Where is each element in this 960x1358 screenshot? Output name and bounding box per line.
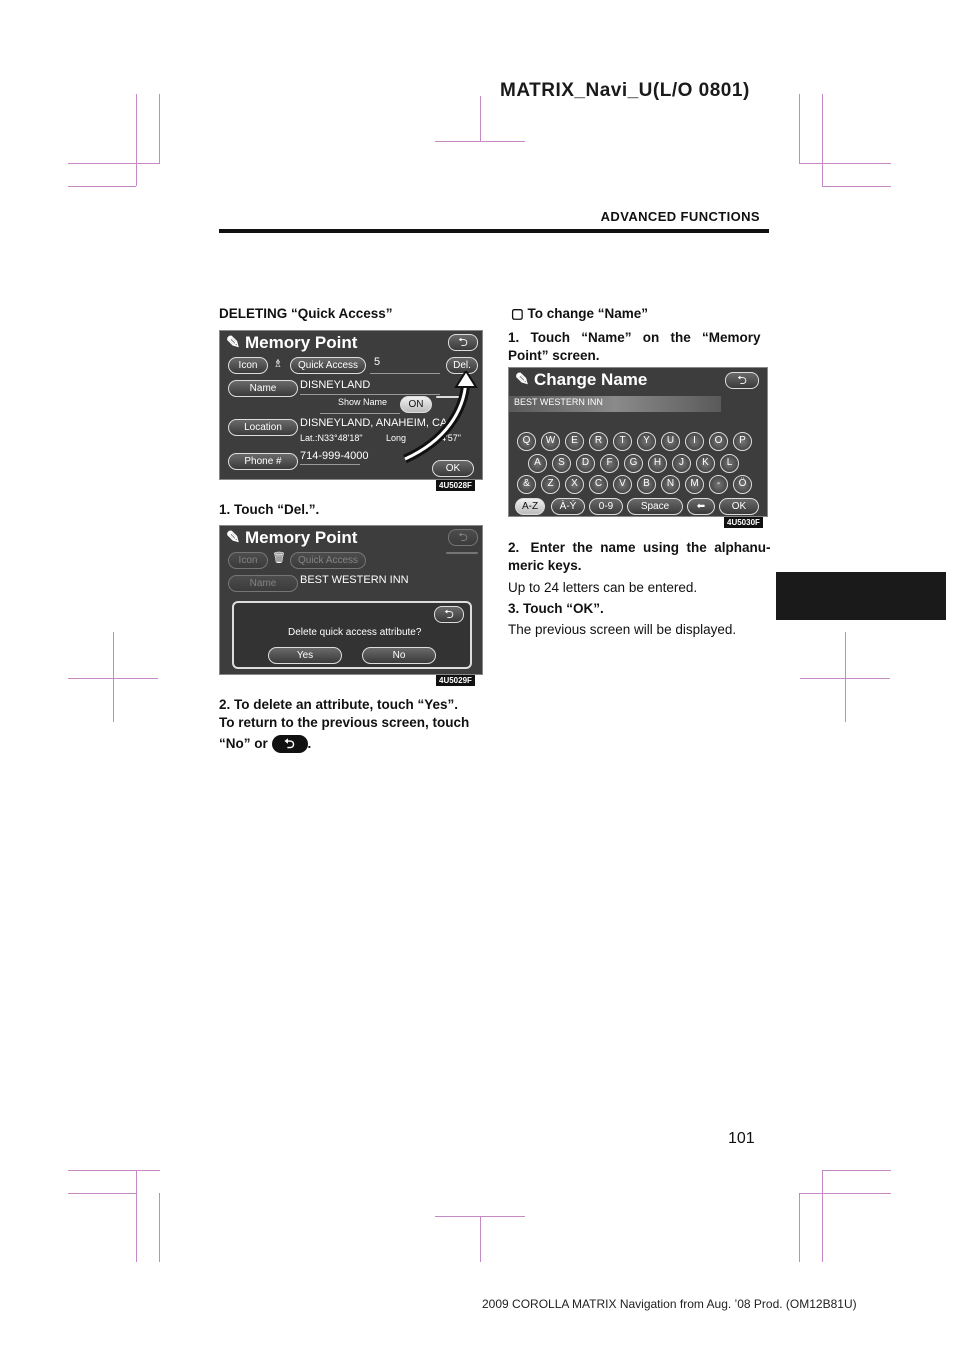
no-button[interactable]: No xyxy=(362,647,436,664)
key-2[interactable]: S xyxy=(552,454,571,473)
key-8[interactable]: K xyxy=(696,454,715,473)
quick-access-button[interactable]: Quick Access xyxy=(290,357,366,374)
return-button[interactable] xyxy=(448,334,478,351)
location-button[interactable]: Location xyxy=(228,419,298,436)
right-step-2-line-2: meric keys. xyxy=(508,558,582,573)
background-icon-button: Icon xyxy=(228,552,268,569)
del-button[interactable]: Del. xyxy=(446,357,478,374)
space-button[interactable]: Space xyxy=(627,498,683,515)
delete-dialog xyxy=(232,601,472,669)
section-rule xyxy=(219,229,769,233)
step-2-line-1: 2. To delete an attribute, touch “Yes”. xyxy=(219,697,459,712)
right-note-2: The previous screen will be displayed. xyxy=(508,622,737,637)
background-quick-access-button: Quick Access xyxy=(290,552,366,569)
chapter-tab xyxy=(776,572,946,620)
key-4[interactable]: R xyxy=(589,432,608,451)
pencil-icon: ✎ xyxy=(515,370,530,389)
key-1[interactable]: A xyxy=(528,454,547,473)
key-5[interactable]: G xyxy=(624,454,643,473)
pointer-arrow-icon xyxy=(370,371,480,467)
return-arrow-icon: ⮌ xyxy=(737,373,747,387)
background-name-value: BEST WESTERN INN xyxy=(300,574,409,586)
step-1-touch-del: 1. Touch “Del.”. xyxy=(219,502,320,517)
location-value: DISNEYLAND, ANAHEIM, CA xyxy=(300,417,448,429)
screen-title: ✎ Memory Point xyxy=(226,528,358,547)
key-3[interactable]: X xyxy=(565,475,584,494)
trash-icon: 🗑 xyxy=(272,552,286,564)
figure-code: 4U5029F xyxy=(436,675,475,686)
key-3[interactable]: E xyxy=(565,432,584,451)
key-5[interactable]: T xyxy=(613,432,632,451)
return-arrow-icon: ⮌ xyxy=(458,530,468,544)
background-return-button xyxy=(448,529,478,546)
return-arrow-icon: ⮌ xyxy=(444,607,454,621)
key-5[interactable]: V xyxy=(613,475,632,494)
ok-button[interactable]: OK xyxy=(719,498,759,515)
step-2-line-2: To return to the previous screen, touch xyxy=(219,715,470,730)
right-step-1-line-1: 1. Touch “Name” on the “Memory xyxy=(508,330,761,345)
right-note-1: Up to 24 letters can be entered. xyxy=(508,580,698,595)
longitude-label: Long xyxy=(386,433,407,443)
key-7[interactable]: J xyxy=(672,454,691,473)
key-2[interactable]: W xyxy=(541,432,560,451)
backspace-icon: ⬅ xyxy=(696,501,706,512)
quick-access-count: 5 xyxy=(374,356,381,368)
key-2[interactable]: Z xyxy=(541,475,560,494)
screenshot-delete-dialog xyxy=(219,525,483,675)
section-title: ADVANCED FUNCTIONS xyxy=(600,209,760,224)
name-button[interactable]: Name xyxy=(228,380,298,397)
screenshot-memory-point xyxy=(219,330,483,480)
screen-title: ✎ Memory Point xyxy=(226,333,358,352)
background-del-button xyxy=(446,552,478,554)
show-name-label: Show Name xyxy=(338,397,388,407)
key-8[interactable]: I xyxy=(685,432,704,451)
return-icon: ⮌ xyxy=(272,735,308,753)
key-9[interactable]: L xyxy=(720,454,739,473)
key-6[interactable]: Y xyxy=(637,432,656,451)
yes-button[interactable]: Yes xyxy=(268,647,342,664)
footer-note: 2009 COROLLA MATRIX Navigation from Aug. ’08 Prod. (OM12B81U) xyxy=(482,1297,857,1311)
right-step-3: 3. Touch “OK”. xyxy=(508,601,604,616)
dialog-message: Delete quick access attribute? xyxy=(288,627,422,638)
key-3[interactable]: D xyxy=(576,454,595,473)
phone-button[interactable]: Phone # xyxy=(228,453,298,470)
latitude-value: Lat.:N33°48'18" xyxy=(300,433,363,443)
mode-accent-button[interactable]: À-Ý xyxy=(551,498,585,515)
key-6[interactable]: H xyxy=(648,454,667,473)
key-4[interactable]: C xyxy=(589,475,608,494)
page-number: 101 xyxy=(728,1130,755,1147)
screenshot-change-name xyxy=(508,367,768,517)
background-name-button: Name xyxy=(228,575,298,592)
key-7[interactable]: U xyxy=(661,432,680,451)
key-8[interactable]: M xyxy=(685,475,704,494)
backspace-button[interactable] xyxy=(687,498,715,515)
key-10[interactable]: Ö xyxy=(733,475,752,494)
name-value: DISNEYLAND xyxy=(300,379,371,391)
icon-button[interactable]: Icon xyxy=(228,357,268,374)
phone-value: 714-999-4000 xyxy=(300,450,369,462)
screen-title: ✎ Change Name xyxy=(515,370,648,389)
key-6[interactable]: B xyxy=(637,475,656,494)
longitude-value: 34'57" xyxy=(436,433,461,443)
key-1[interactable]: Q xyxy=(517,432,536,451)
pencil-icon: ✎ xyxy=(226,333,241,352)
key-10[interactable]: P xyxy=(733,432,752,451)
return-button[interactable] xyxy=(725,372,759,389)
figure-code: 4U5030F xyxy=(724,517,763,528)
bullet-change-name: ▢ To change “Name” xyxy=(511,306,649,321)
key-9[interactable]: O xyxy=(709,432,728,451)
return-arrow-icon: ⮌ xyxy=(458,335,468,349)
on-button[interactable]: ON xyxy=(400,396,432,413)
mode-numeric-button[interactable]: 0-9 xyxy=(589,498,623,515)
mode-a-z-button[interactable]: A-Z xyxy=(515,498,545,515)
key-9[interactable]: - xyxy=(709,475,728,494)
pencil-icon: ✎ xyxy=(226,528,241,547)
right-step-1-line-2: Point” screen. xyxy=(508,348,600,363)
icon-glyph: ♗ xyxy=(273,358,283,370)
key-1[interactable]: & xyxy=(517,475,536,494)
document-id: MATRIX_Navi_U(L/O 0801) xyxy=(500,80,750,101)
figure-code: 4U5028F xyxy=(436,480,475,491)
bullet-icon: ▢ xyxy=(511,306,528,321)
dialog-return-button[interactable] xyxy=(434,606,464,623)
name-input-field[interactable] xyxy=(509,396,721,412)
step-2-line-3: “No” or ⮌ . xyxy=(219,736,312,752)
ok-button[interactable]: OK xyxy=(432,460,474,477)
name-input-value: BEST WESTERN INN xyxy=(514,397,603,407)
key-4[interactable]: F xyxy=(600,454,619,473)
key-7[interactable]: N xyxy=(661,475,680,494)
heading-deleting-quick-access: DELETING “Quick Access” xyxy=(219,306,393,321)
right-step-2-line-1: 2. Enter the name using the alphanu- xyxy=(508,540,771,555)
